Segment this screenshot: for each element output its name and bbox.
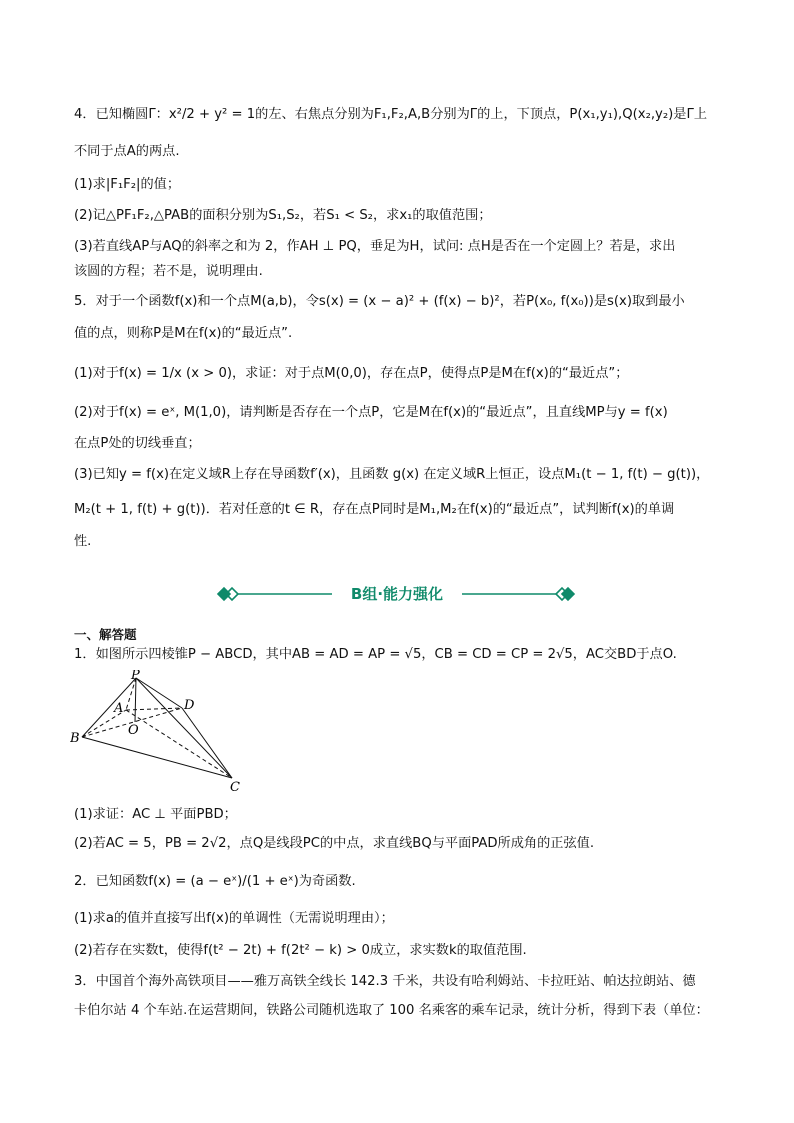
edge-pc — [136, 678, 232, 778]
edge-ad — [126, 708, 182, 710]
p4-line2: 不同于点A的两点. — [74, 144, 180, 159]
label-a: A — [114, 701, 124, 716]
label-c: C — [230, 780, 240, 795]
p5-question-3b: M₂(t + 1, f(t) + g(t))．若对任意的t ∈ R，存在点P同时是M₁,M₂在f(x)的“最近点”，试判断f(x)的单调 — [74, 502, 675, 517]
pyramid-figure — [70, 670, 260, 799]
p4-question-2: (2)记△PF₁F₂,△PAB的面积分别为S₁,S₂，若S₁ < S₂，求x₁的取值范围； — [74, 208, 492, 223]
label-d: D — [184, 698, 195, 713]
edge-bc — [82, 737, 232, 778]
section-title: B组·能力强化 — [350, 585, 444, 603]
b2-stem: 2．已知函数f(x) = (a − eˣ)/(1 + eˣ)为奇函数. — [74, 874, 356, 889]
b2-question-2: (2)若存在实数t，使得f(t² − 2t) + f(2t² − k) > 0成立，求实数k的取值范围. — [74, 943, 527, 958]
b2-question-1: (1)求a的值并直接写出f(x)的单调性（无需说明理由）； — [74, 911, 394, 926]
edge-ac — [126, 710, 232, 778]
edge-dc — [182, 708, 232, 778]
p5-question-2a: (2)对于f(x) = eˣ, M(1,0)，请判断是否存在一个点P，它是M在f(x)的“最近点”，且直线MP与y = f(x) — [74, 405, 668, 420]
p4-question-3a: (3)若直线AP与AQ的斜率之和为 2，作AH ⊥ PQ，垂足为H，试问: 点H是否在一个定圆上？若是，求出 — [74, 239, 676, 254]
label-b: B — [70, 731, 80, 746]
p5-question-2b: 在点P处的切线垂直； — [74, 436, 201, 451]
p4-line1: 4．已知椭圆Γ：x²/2 + y² = 1的左、右焦点分别为F₁,F₂,A,B分别为Γ的上，下顶点，P(x₁,y₁),Q(x₂,y₂)是Γ上 — [74, 107, 708, 122]
b1-question-2: (2)若AC = 5，PB = 2√2，点Q是线段PC的中点，求直线BQ与平面PAD所成角的正弦值. — [74, 836, 595, 851]
b3-line2: 卡伯尔站 4 个车站.在运营期间，铁路公司随机选取了 100 名乘客的乘车记录，统计分析，得到下表（单位： — [74, 1003, 709, 1018]
b1-stem: 1．如图所示四棱锥P − ABCD，其中AB = AD = AP = √5，CB = CD = CP = 2√5，AC交BD于点O. — [74, 647, 677, 662]
p5-question-3a: (3)已知y = f(x)在定义域R上存在导函数f′(x)，且函数 g(x) 在定义域R上恒正，设点M₁(t − 1, f(t) − g(t))， — [74, 467, 710, 482]
part-heading: 一、解答题 — [74, 627, 137, 642]
label-o: O — [128, 723, 139, 738]
section-header — [216, 583, 576, 605]
label-p: P — [131, 670, 140, 683]
p5-question-1: (1)对于f(x) = 1/x (x > 0)，求证：对于点M(0,0)，存在点P，使得点P是M在f(x)的“最近点”； — [74, 366, 629, 381]
p4-question-3b: 该圆的方程；若不是，说明理由. — [74, 264, 263, 279]
p5-line2: 值的点，则称P是M在f(x)的“最近点”. — [74, 326, 293, 341]
b3-line1: 3．中国首个海外高铁项目——雅万高铁全线长 142.3 千米，共设有哈利姆站、卡拉旺站、帕达拉朗站、德 — [74, 974, 696, 989]
b1-question-1: (1)求证：AC ⊥ 平面PBD； — [74, 807, 237, 822]
edge-pd — [136, 678, 182, 708]
p5-question-3c: 性. — [74, 534, 92, 549]
pyramid-diagram — [70, 670, 260, 795]
p4-question-1: (1)求|F₁F₂|的值； — [74, 177, 181, 192]
p5-line1: 5．对于一个函数f(x)和一个点M(a,b)，令s(x) = (x − a)² + (f(x) − b)²，若P(x₀, f(x₀))是s(x)取到最小 — [74, 294, 685, 309]
